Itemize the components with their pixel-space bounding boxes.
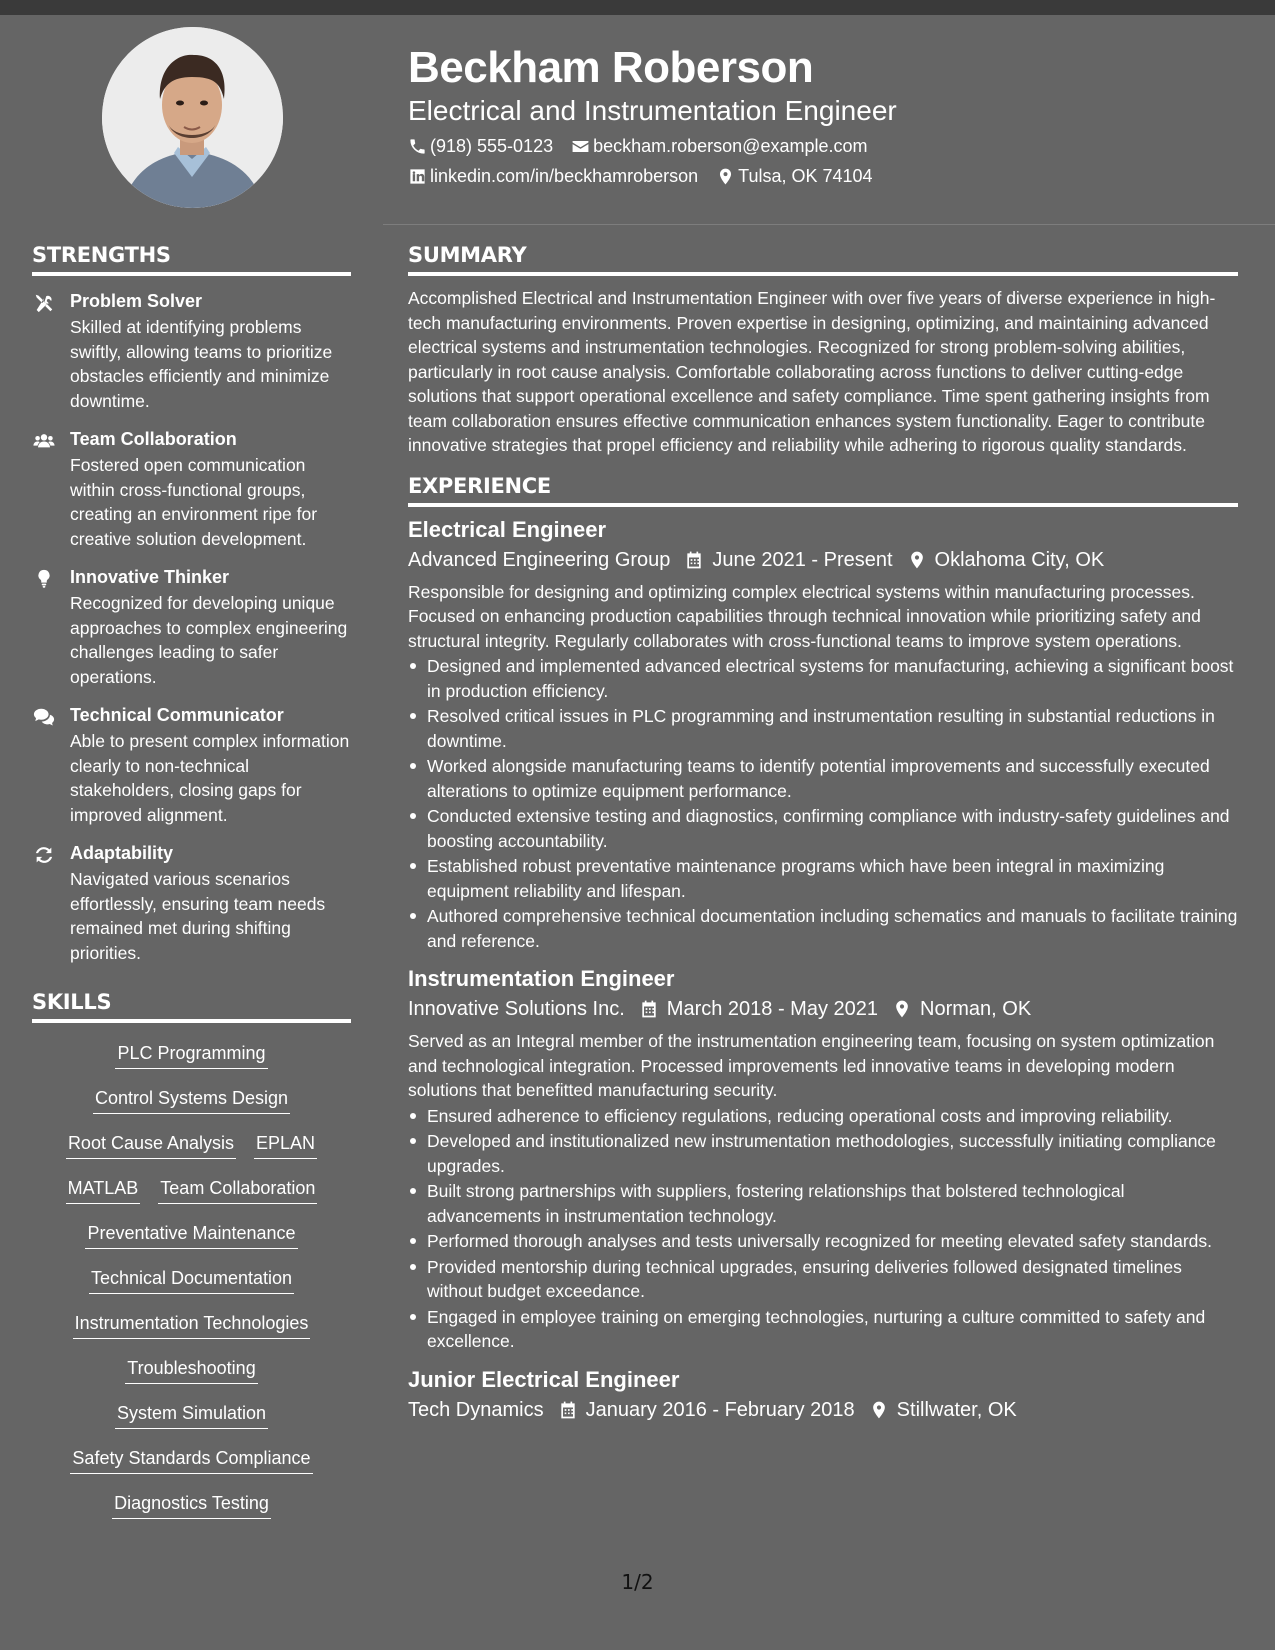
phone-icon [408,137,430,156]
job-bullet: Performed thorough analyses and tests universally recognized for meeting elevated safety standards. [408,1229,1238,1254]
strength-item [32,566,351,689]
job-bullets [408,1104,1238,1354]
job-location-text: Norman, OK [920,998,1032,1020]
calendar-icon [558,1400,586,1420]
strength-title: Problem Solver [70,291,203,311]
skill-tag: PLC Programming [115,1041,267,1069]
job-location-text: Oklahoma City, OK [934,548,1105,571]
job-title: Instrumentation Engineer [408,966,675,991]
job-bullet: Provided mentorship during technical upgrades, ensuring deliveries followed designated timelines without budget exceedance. [408,1255,1238,1304]
strength-desc: Fostered open communication within cross-functional groups, creating an environment ripe for creative solution development. [70,455,318,549]
job-dates-text: March 2018 - May 2021 [666,998,879,1020]
strength-item [32,428,351,551]
job-dates-text: June 2021 - Present [712,548,893,571]
company-name: Innovative Solutions Inc. [408,998,625,1020]
skill-tag: Root Cause Analysis [66,1131,236,1159]
skill-tag: System Simulation [115,1401,268,1429]
skill-tag: Safety Standards Compliance [70,1446,312,1474]
linkedin-text[interactable]: linkedin.com/in/beckhamroberson [430,166,699,186]
job-entry [408,965,1238,1354]
map-marker-icon [907,550,935,570]
strength-title: Innovative Thinker [70,567,230,587]
strength-desc: Able to present complex information clearly to non-technical stakeholders, closing gaps for improved alignment. [70,731,350,825]
job-title: Junior Electrical Engineer [408,1366,680,1392]
strength-item [32,290,351,413]
skill-tag: Troubleshooting [125,1356,257,1384]
job-meta [408,1396,1238,1424]
company-name: Tech Dynamics [408,1398,544,1421]
location-text: Tulsa, OK 74104 [738,166,873,186]
strength-item [32,704,351,827]
skills-section [32,990,351,1536]
calendar-icon [639,999,667,1019]
tools-icon [32,290,70,413]
skill-tag: Team Collaboration [158,1176,317,1204]
job-dates [639,995,878,1023]
strength-desc: Skilled at identifying problems swiftly, allowing teams to prioritize obstacles efficiently and minimize downtime. [70,317,333,411]
envelope-icon [571,137,593,156]
skill-tag: Technical Documentation [89,1266,294,1294]
lightbulb-icon [32,566,70,689]
job-bullet: Developed and institutionalized new instrumentation methodologies, successfully initiating compliance upgrades. [408,1129,1238,1178]
company-name: Advanced Engineering Group [408,548,671,571]
job-location [869,1396,1017,1424]
skill-tag: Instrumentation Technologies [73,1311,311,1339]
job-dates-text: January 2016 - February 2018 [585,1398,855,1421]
skill-tag: EPLAN [254,1131,317,1159]
job-bullet: Established robust preventative maintenance programs which have been integral in maximizing equipment reliability and lifespan. [408,854,1238,903]
candidate-role: Electrical and Instrumentation Engineer [408,95,897,126]
strength-title: Team Collaboration [70,429,237,449]
summary-text: Accomplished Electrical and Instrumentation Engineer with over five years of diverse experience in high-tech manufacturing environments. Proven expertise in designing, optimizing, and maintaining advanced electrical systems and instrumentation technologies. Recognized for strong problem-solving abilities, particularly in root cause analysis. Comfortable collaborating across functions to deliver cutting-edge solutions that support operational excellence and safety compliance. Time spent gathering insights from team collaboration ensures effective communication enhances system functionality. Eager to contribute innovative strategies that propel efficiency and reliability while adhering to rigorous quality standards. [408,288,1216,455]
job-entry [408,516,1238,954]
job-location-text: Stillwater, OK [896,1398,1017,1421]
map-marker-icon [869,1400,897,1420]
skill-tag: Diagnostics Testing [112,1491,271,1519]
skill-tag: Control Systems Design [93,1086,290,1114]
email-contact[interactable] [571,134,867,158]
job-bullet: Ensured adherence to efficiency regulations, reducing operational costs and improving reliability. [408,1104,1238,1129]
phone-text: (918) 555-0123 [430,136,554,156]
job-description: Responsible for designing and optimizing complex electrical systems within manufacturing processes. Focused on enhancing production capabilities through technical innovation while prioritizing safety and structural integrity. Regularly collaborates with cross-functional teams to improve system operations. [408,581,1201,651]
page-number: 1/2 [621,1570,654,1594]
contact-row [408,164,1238,188]
header-divider [383,224,1275,225]
strength-desc: Recognized for developing unique approaches to complex engineering challenges leading to safer operations. [70,593,348,687]
map-marker-icon [716,167,738,186]
comments-icon [32,704,70,827]
skills-heading: SKILLS [32,990,351,1023]
candidate-name: Beckham Roberson [408,43,814,92]
location-contact [716,164,872,188]
phone-contact [408,134,553,158]
resume-header [408,40,1238,188]
email-text[interactable]: beckham.roberson@example.com [593,136,868,156]
main-column [408,243,1238,1424]
linkedin-icon [408,167,430,186]
job-dates [684,546,892,574]
job-meta [408,995,1238,1023]
job-bullet: Worked alongside manufacturing teams to identify potential improvements and successfully executed alterations to optimize equipment performance. [408,754,1238,803]
job-bullet: Conducted extensive testing and diagnostics, confirming compliance with industry-safety guidelines and boosting accountability. [408,804,1238,853]
strength-desc: Navigated various scenarios effortlessly, ensuring team needs remained met during shifting priorities. [70,869,326,963]
strengths-section [32,243,351,980]
skill-tag: MATLAB [66,1176,141,1204]
job-meta [408,546,1238,574]
job-location [892,995,1031,1023]
strength-title: Technical Communicator [70,705,284,725]
users-icon [32,428,70,551]
job-dates [558,1396,855,1424]
contact-row [408,134,1238,158]
job-description: Served as an Integral member of the instrumentation engineering team, focusing on system optimization and technological integration. Processed improvements led innovative teams in developing modern solutions that benefitted manufacturing security. [408,1031,1215,1100]
job-entry [408,1366,1238,1424]
sync-icon [32,842,70,965]
job-title: Electrical Engineer [408,516,607,542]
summary-heading: SUMMARY [408,243,1238,276]
map-marker-icon [892,999,920,1019]
job-location [907,546,1105,574]
strength-title: Adaptability [70,843,174,863]
job-bullet: Engaged in employee training on emerging technologies, nurturing a culture committed to safety and excellence. [408,1305,1238,1354]
experience-heading: EXPERIENCE [408,474,1238,507]
skill-tag: Preventative Maintenance [85,1221,297,1249]
strength-item [32,842,351,965]
job-bullets [408,654,1238,953]
calendar-icon [684,550,712,570]
profile-photo [102,27,283,208]
job-bullet: Authored comprehensive technical documentation including schematics and manuals to facilitate training and reference. [408,904,1238,953]
job-bullet: Designed and implemented advanced electrical systems for manufacturing, achieving a significant boost in production efficiency. [408,654,1238,703]
strengths-heading: STRENGTHS [32,243,351,276]
linkedin-contact[interactable] [408,164,698,188]
job-bullet: Built strong partnerships with suppliers, fostering relationships that bolstered technological advancements in instrumentation technology. [408,1179,1238,1228]
job-bullet: Resolved critical issues in PLC programming and instrumentation resulting in substantial reductions in downtime. [408,704,1238,753]
top-bar [0,0,1275,15]
portrait-image [102,27,283,208]
